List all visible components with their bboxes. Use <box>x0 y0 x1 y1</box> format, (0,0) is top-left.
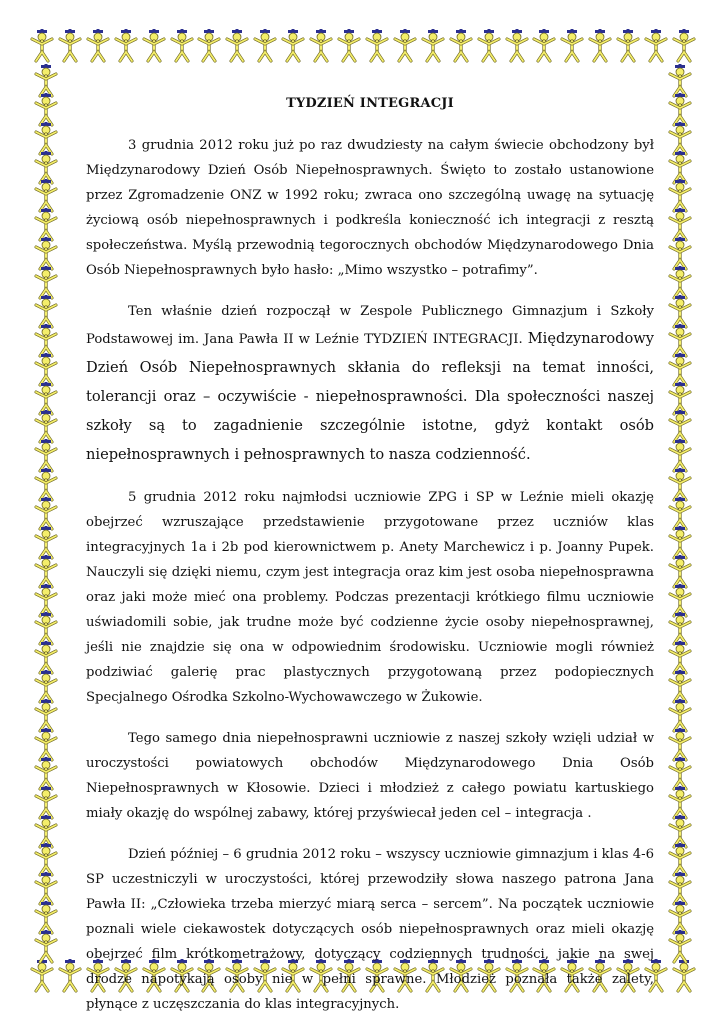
graduate-figure-icon <box>32 930 60 964</box>
paragraph-1: 3 grudnia 2012 roku już po raz dwudziesty na całym świecie obchodzony był Międzynarodowy Dzień Osób Niepełnosprawnych. Święto to zostało ustanowione przez Zgromadzenie ONZ w 1992 roku; zwraca ono szczególną uwagę na sytuację życiową osób niepełnosprawnych i podkreśla konieczność ich integracji z resztą społeczeństwa. Myślą przewodnią tegorocznych obchodów Międzynarodowego Dnia Osób Niepełnosprawnych było hasło: „Mimo wszystko – potrafimy”. <box>86 138 654 278</box>
paragraph-2-lead: Ten właśnie dzień rozpoczął w Zespole Publicznego Gimnazjum i Szkoły Podstawowej im. Jana Pawła II w Leźnie TYDZIEŃ INTEGRACJI. <box>86 304 654 347</box>
graduate-figure-icon <box>363 29 391 63</box>
graduate-figure-icon <box>447 29 475 63</box>
document-body <box>86 96 654 1033</box>
graduate-figure-icon <box>475 29 503 63</box>
border-top <box>28 28 698 64</box>
graduate-figure-icon <box>670 959 698 993</box>
graduate-figure-icon <box>586 29 614 63</box>
border-right <box>662 64 698 958</box>
document-title: TYDZIEŃ INTEGRACJI <box>286 96 454 111</box>
paragraph-3: 5 grudnia 2012 roku najmłodsi uczniowie ZPG i SP w Leźnie mieli okazję obejrzeć wzruszające przedstawienie przygotowane przez uczniów klas integracyjnych 1a i 2b pod kierownictwem p. Anety Marchewicz i p. Joanny Pupek. Nauczyli się dzięki niemu, czym jest integracja oraz kim jest osoba niepełnosprawna oraz jaki może mieć ona problemy. Podczas prezentacji krótkiego filmu uczniowie uświadomili sobie, jak trudne może być codzienne życie osoby niepełnosprawnej, jeśli nie znajdzie się ona w odpowiednim środowisku. Uczniowie mogli również podziwiać galerię prac plastycznych przygotowaną przez podopiecznych Specjalnego Ośrodka Szkolno-Wychowawczego w Żukowie. <box>86 490 654 705</box>
graduate-figure-icon <box>307 29 335 63</box>
graduate-figure-icon <box>614 29 642 63</box>
graduate-figure-icon <box>223 29 251 63</box>
border-left <box>28 64 64 958</box>
paragraph-2-continuation: Międzynarodowy Dzień Osób Niepełnosprawnych skłania do refleksji na temat inności, tolerancji oraz – oczywiście - niepełnosprawności. Dla społeczności naszej szkoły są to zagadnienie szczególnie istotne, gdyż kontakt osób niepełnosprawnych i pełnosprawnych to nasza codzienność. <box>86 330 654 463</box>
paragraph-2 <box>86 299 654 469</box>
paragraph-5: Dzień później – 6 grudnia 2012 roku – wszyscy uczniowie gimnazjum i klas 4-6 SP uczestniczyli w uroczystości, której przewodziły słowa naszego patrona Jana Pawła II: „Człowieka trzeba mierzyć miarą serca – sercem”. Na początek uczniowie poznali wiele ciekawostek dotyczących osób niepełnosprawnych oraz mieli okazję obejrzeć film krótkometrażowy, dotyczący codziennych trudności, jakie na swej drodze napotykają osoby nie w pełni sprawne. Młodzież poznała także zalety, płynące z uczęszczania do klas integracyjnych. <box>86 847 654 1012</box>
graduate-figure-icon <box>530 29 558 63</box>
graduate-figure-icon <box>419 29 447 63</box>
graduate-figure-icon <box>279 29 307 63</box>
graduate-figure-icon <box>84 29 112 63</box>
graduate-figure-icon <box>168 29 196 63</box>
graduate-figure-icon <box>335 29 363 63</box>
graduate-figure-icon <box>56 29 84 63</box>
graduate-figure-icon <box>28 29 56 63</box>
graduate-figure-icon <box>391 29 419 63</box>
graduate-figure-icon <box>666 930 694 964</box>
graduate-figure-icon <box>642 29 670 63</box>
graduate-figure-icon <box>558 29 586 63</box>
graduate-figure-icon <box>670 29 698 63</box>
paragraph-4: Tego samego dnia niepełnosprawni uczniowie z naszej szkoły wzięli udział w uroczystości powiatowych obchodów Międzynarodowego Dnia Osób Niepełnosprawnych w Kłosowie. Dzieci i młodzież z całego powiatu kartuskiego miały okazję do wspólnej zabawy, której przyświecał jeden cel – integracja . <box>86 731 654 821</box>
graduate-figure-icon <box>503 29 531 63</box>
graduate-figure-icon <box>28 959 56 993</box>
graduate-figure-icon <box>195 29 223 63</box>
graduate-figure-icon <box>56 959 84 993</box>
graduate-figure-icon <box>140 29 168 63</box>
graduate-figure-icon <box>251 29 279 63</box>
graduate-figure-icon <box>112 29 140 63</box>
